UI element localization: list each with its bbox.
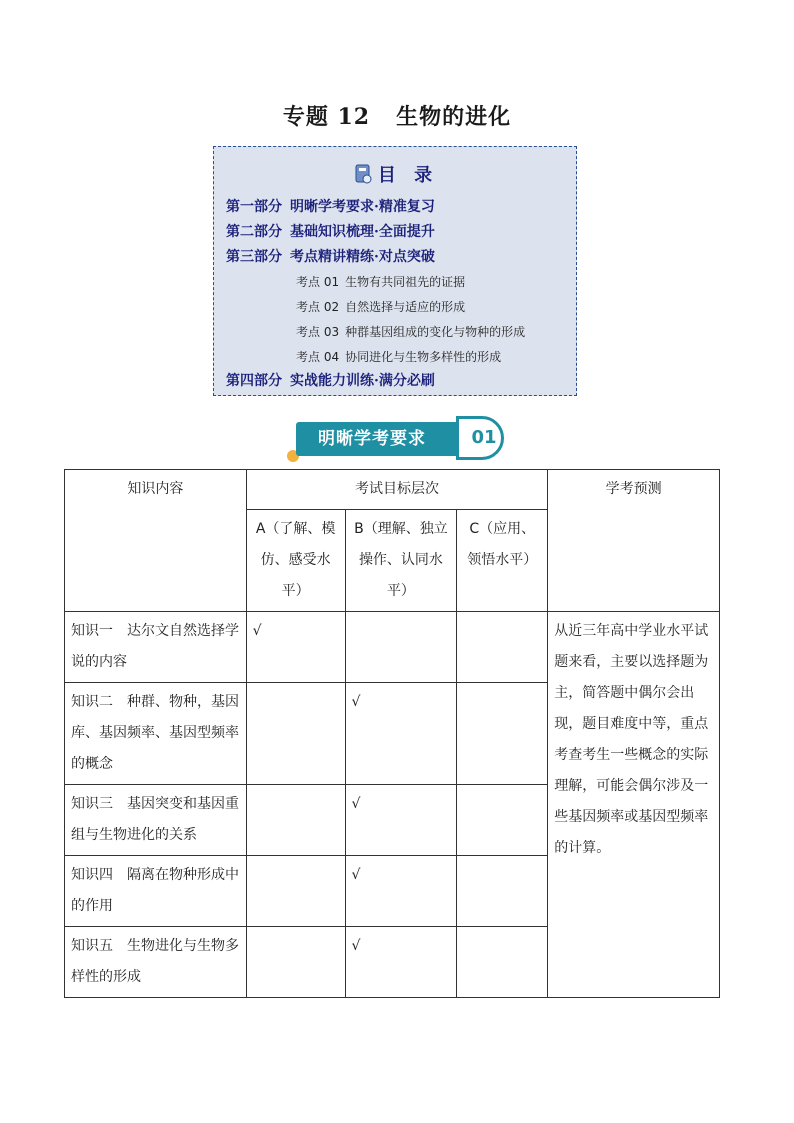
- banner-number: 01: [456, 416, 504, 460]
- notebook-icon: [352, 163, 374, 185]
- row-level-c: [457, 683, 548, 785]
- header-level-b: B（理解、独立操作、认同水平）: [345, 510, 457, 612]
- topic-name: 生物的进化: [396, 104, 512, 130]
- row-content: 知识四 隔离在物种形成中的作用: [65, 856, 247, 927]
- row-level-c: [457, 927, 548, 998]
- row-level-b: √: [345, 927, 457, 998]
- toc-sub-4[interactable]: 考点 04 协同进化与生物多样性的形成: [296, 350, 502, 364]
- row-level-b: √: [345, 856, 457, 927]
- header-content: 知识内容: [65, 470, 247, 612]
- toc-sub-3[interactable]: 考点 03 种群基因组成的变化与物种的形成: [296, 325, 526, 339]
- row-level-c: [457, 856, 548, 927]
- row-level-b: [345, 612, 457, 683]
- row-level-a: [246, 683, 345, 785]
- toc-part-4[interactable]: 第四部分 实战能力训练·满分必刷: [226, 373, 435, 389]
- topic-number: 专题 12: [282, 104, 371, 130]
- row-content: 知识三 基因突变和基因重组与生物进化的关系: [65, 785, 247, 856]
- row-level-c: [457, 785, 548, 856]
- toc-part-1[interactable]: 第一部分 明晰学考要求·精准复习: [226, 199, 435, 215]
- header-level-c: C（应用、领悟水平）: [457, 510, 548, 612]
- row-content: 知识二 种群、物种，基因库、基因频率、基因型频率的概念: [65, 683, 247, 785]
- toc-part-3[interactable]: 第三部分 考点精讲精练·对点突破: [226, 249, 435, 265]
- page-title: [0, 100, 794, 131]
- toc-sub-2[interactable]: 考点 02 自然选择与适应的形成: [296, 300, 466, 314]
- row-level-a: √: [246, 612, 345, 683]
- header-forecast: 学考预测: [548, 470, 720, 612]
- table-of-contents: [213, 146, 577, 396]
- forecast-text: 从近三年高中学业水平试题来看，主要以选择题为主，简答题中偶尔会出现，题目难度中等，重点考查考生一些概念的实际理解，可能会偶尔涉及一些基因频率或基因型频率的计算。: [548, 612, 720, 998]
- row-level-c: [457, 612, 548, 683]
- section-banner: [296, 416, 510, 460]
- row-level-b: √: [345, 683, 457, 785]
- table-row: [65, 612, 720, 683]
- toc-part-2[interactable]: 第二部分 基础知识梳理·全面提升: [226, 224, 435, 240]
- toc-heading: 目 录: [214, 161, 576, 187]
- toc-sub-1[interactable]: 考点 01 生物有共同祖先的证据: [296, 275, 466, 289]
- header-levels: 考试目标层次: [246, 470, 548, 510]
- table-header-row: [65, 470, 720, 510]
- row-content: 知识五 生物进化与生物多样性的形成: [65, 927, 247, 998]
- requirements-table: [64, 469, 720, 998]
- banner-label: 明晰学考要求: [296, 422, 468, 456]
- row-level-a: [246, 856, 345, 927]
- header-level-a: A（了解、模仿、感受水平）: [246, 510, 345, 612]
- row-level-b: √: [345, 785, 457, 856]
- row-level-a: [246, 785, 345, 856]
- row-content: 知识一 达尔文自然选择学说的内容: [65, 612, 247, 683]
- row-level-a: [246, 927, 345, 998]
